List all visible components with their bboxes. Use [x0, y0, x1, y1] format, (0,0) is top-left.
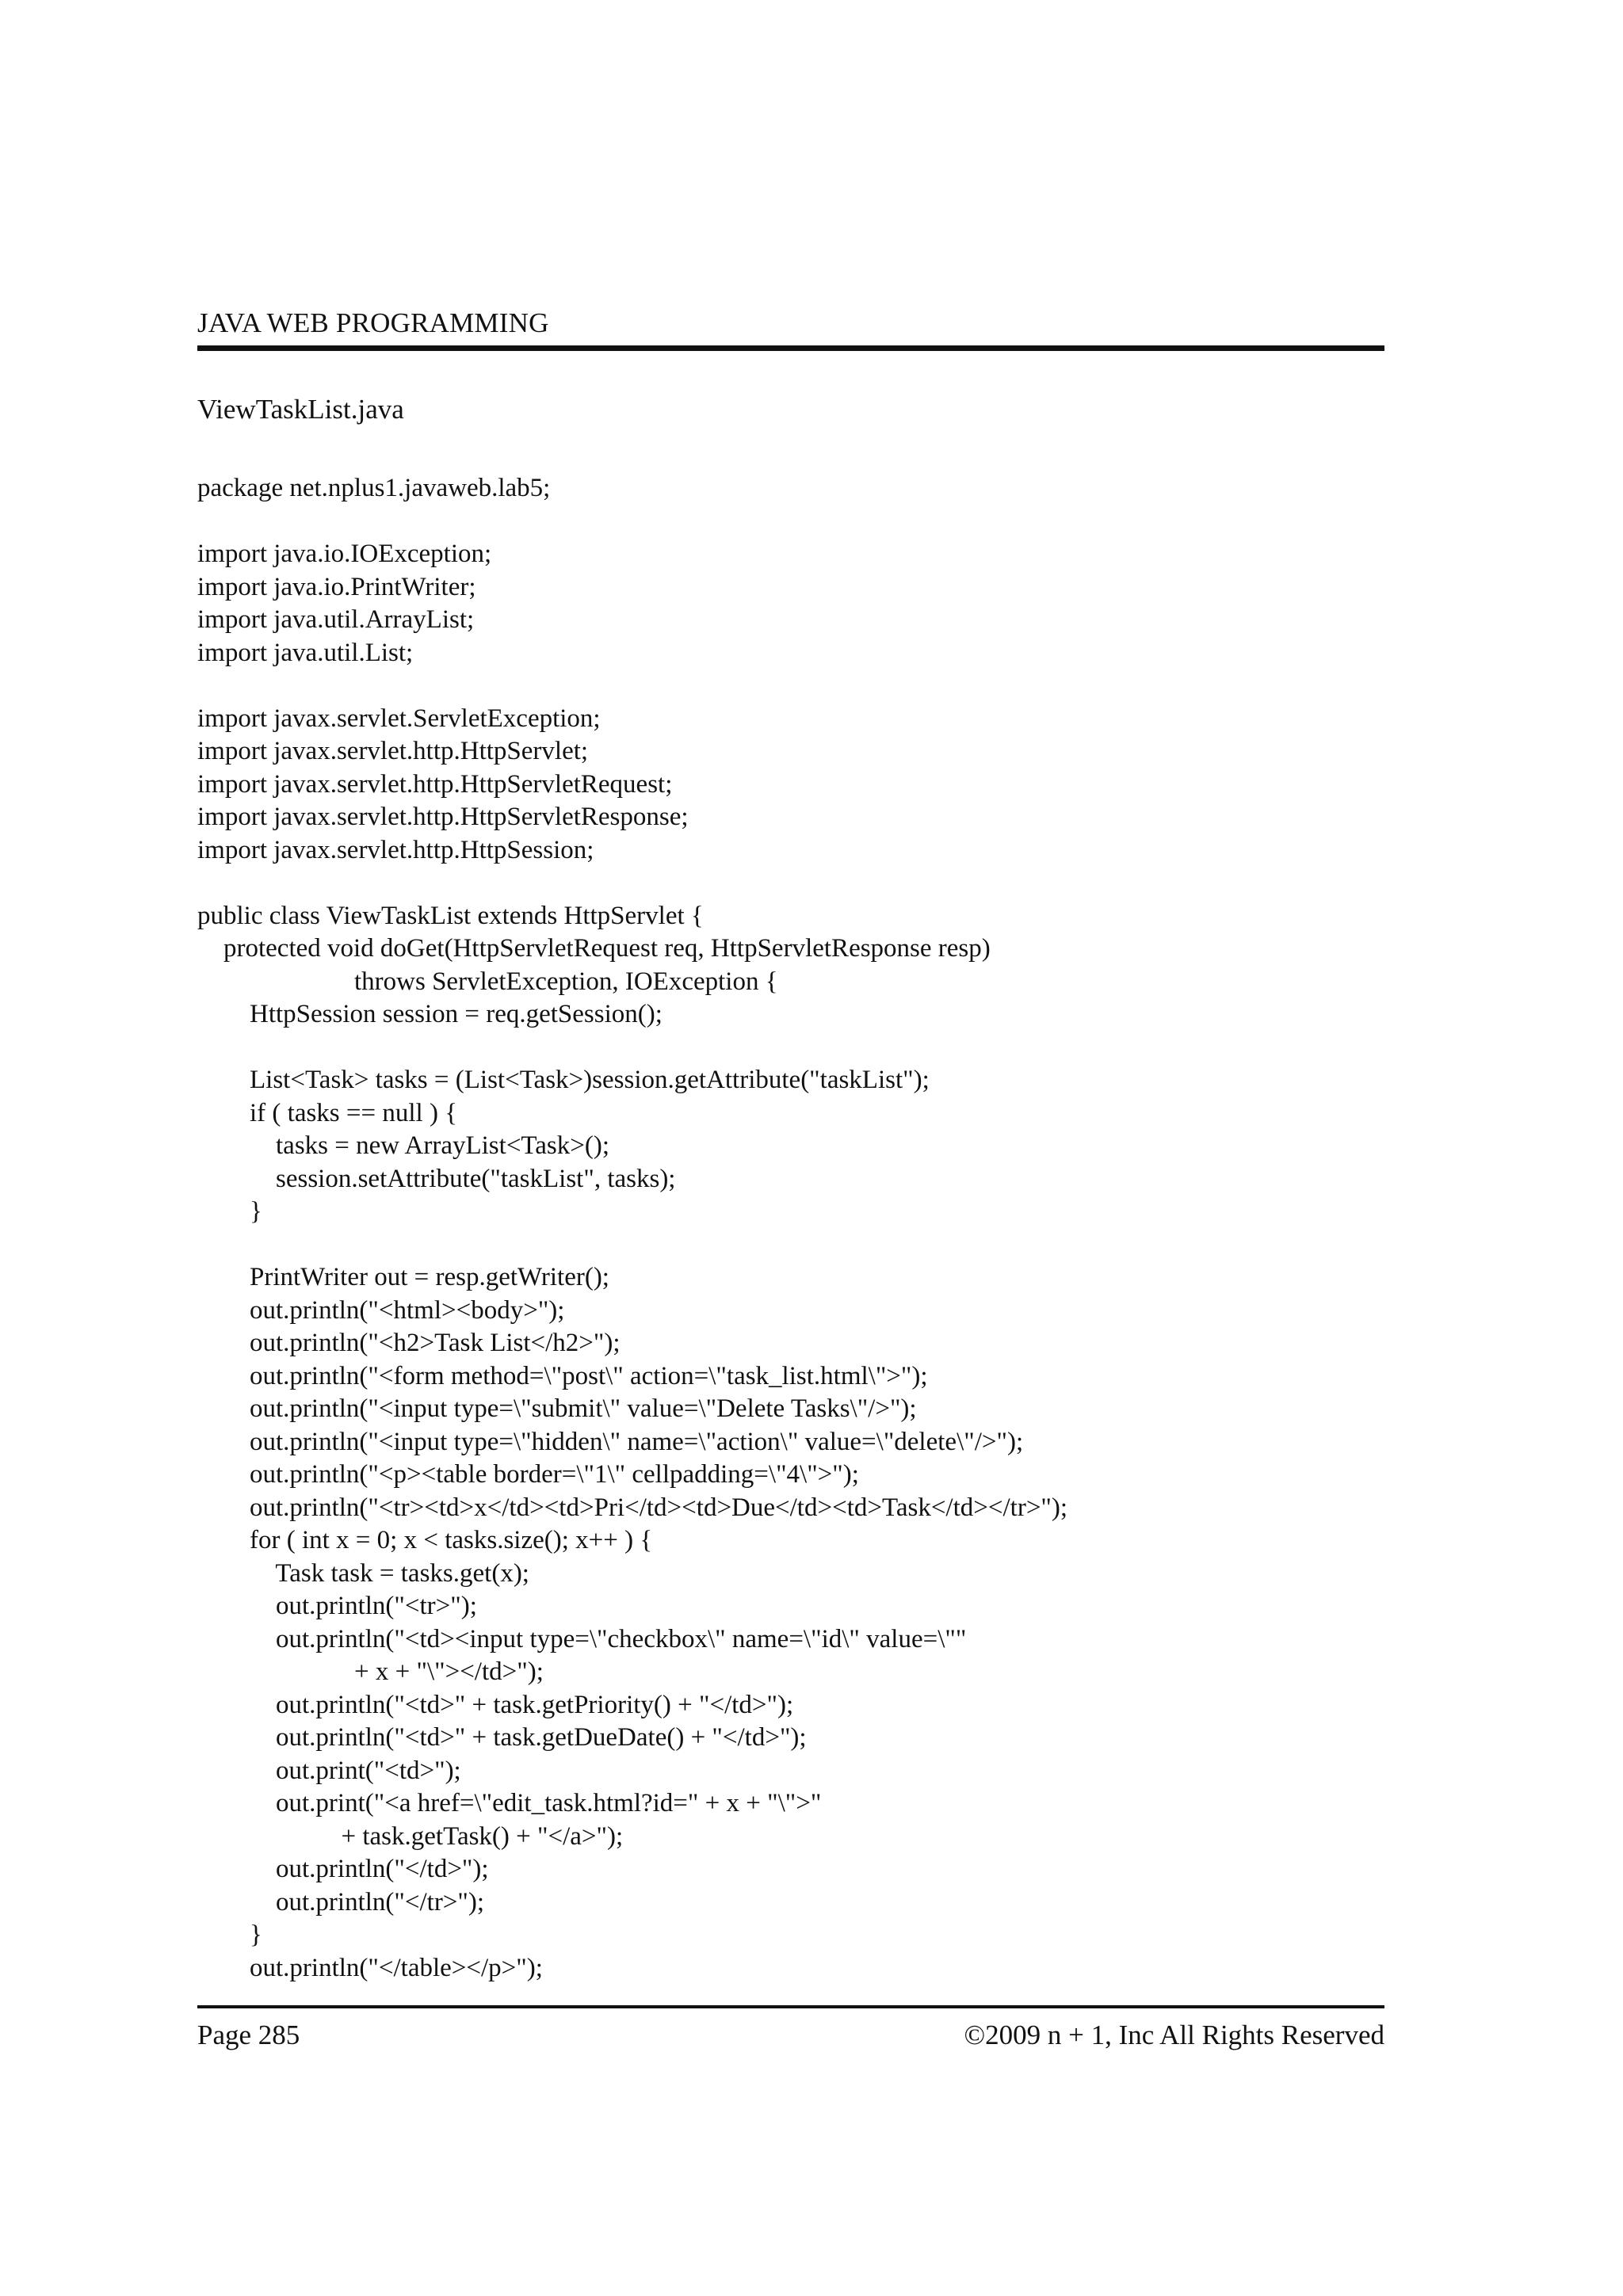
code-line: out.println("</td>");: [197, 1855, 489, 1883]
code-line: import javax.servlet.http.HttpServletResponse;: [197, 803, 689, 831]
code-line: public class ViewTaskList extends HttpServlet {: [197, 901, 704, 930]
code-line: for ( int x = 0; x < tasks.size(); x++ ) {: [197, 1526, 653, 1554]
copyright-notice: ©2009 n + 1, Inc All Rights Reserved: [964, 2019, 1384, 2050]
header-rule: [197, 345, 1384, 351]
code-line: out.print("<td>");: [197, 1756, 461, 1785]
code-line: }: [197, 1920, 262, 1949]
code-line: out.println("<tr><td>x</td><td>Pri</td><td>Due</td><td>Task</td></tr>");: [197, 1493, 1068, 1522]
code-line: HttpSession session = req.getSession();: [197, 1000, 663, 1028]
code-line: }: [197, 1197, 262, 1226]
code-line: out.println("<h2>Task List</h2>");: [197, 1329, 621, 1357]
code-line: session.setAttribute("taskList", tasks);: [197, 1164, 676, 1193]
code-line: out.print("<a href=\"edit_task.html?id=" + x + "\">": [197, 1789, 822, 1817]
code-line: [197, 1032, 1067, 1065]
code-line: import java.util.List;: [197, 638, 414, 667]
code-line: out.println("</tr>");: [197, 1887, 485, 1917]
code-line: import java.util.ArrayList;: [197, 605, 475, 634]
code-line: out.println("<td>" + task.getDueDate() + "</td>");: [197, 1723, 807, 1752]
code-line: out.println("<tr>");: [197, 1592, 477, 1620]
code-line: import java.io.PrintWriter;: [197, 572, 476, 601]
code-line: [197, 669, 1067, 703]
code-line: import javax.servlet.http.HttpServletRequest;: [197, 769, 673, 799]
page-number: Page 285: [197, 2019, 300, 2050]
code-listing: [197, 472, 1067, 1985]
code-line: if ( tasks == null ) {: [197, 1098, 458, 1127]
code-line: import javax.servlet.http.HttpSession;: [197, 835, 594, 864]
listing-filename: ViewTaskList.java: [197, 394, 404, 425]
code-line: out.println("<html><body>");: [197, 1295, 565, 1325]
code-line: throws ServletException, IOException {: [197, 967, 778, 996]
footer-rule: [197, 2005, 1384, 2008]
code-line: Task task = tasks.get(x);: [197, 1558, 529, 1588]
running-header-title: JAVA WEB PROGRAMMING: [197, 307, 549, 338]
code-line: import javax.servlet.http.HttpServlet;: [197, 737, 589, 765]
code-line: out.println("<td><input type=\"checkbox\" name=\"id\" value=\"": [197, 1624, 967, 1653]
code-line: out.println("<input type=\"hidden\" name=\"action\" value=\"delete\"/>");: [197, 1427, 1024, 1456]
code-line: out.println("</table></p>");: [197, 1953, 543, 1982]
code-line: import java.io.IOException;: [197, 540, 492, 568]
code-line: tasks = new ArrayList<Task>();: [197, 1131, 610, 1160]
code-line: out.println("<td>" + task.getPriority() + "</td>");: [197, 1690, 794, 1719]
code-line: protected void doGet(HttpServletRequest req, HttpServletResponse resp): [197, 934, 991, 963]
code-line: [197, 505, 1067, 539]
code-line: [197, 867, 1067, 900]
code-line: import javax.servlet.ServletException;: [197, 704, 601, 733]
code-line: + x + "\"></td>");: [197, 1657, 544, 1686]
code-line: out.println("<input type=\"submit\" value=\"Delete Tasks\"/>");: [197, 1394, 917, 1423]
code-line: List<Task> tasks = (List<Task>)session.getAttribute("taskList");: [197, 1066, 930, 1094]
code-line: package net.nplus1.javaweb.lab5;: [197, 474, 551, 502]
code-line: + task.getTask() + "</a>");: [197, 1821, 624, 1851]
code-line: out.println("<form method=\"post\" action=\"task_list.html\">");: [197, 1361, 928, 1390]
code-line: out.println("<p><table border=\"1\" cellpadding=\"4\">");: [197, 1460, 859, 1489]
code-line: PrintWriter out = resp.getWriter();: [197, 1263, 609, 1291]
code-line: [197, 1229, 1067, 1262]
